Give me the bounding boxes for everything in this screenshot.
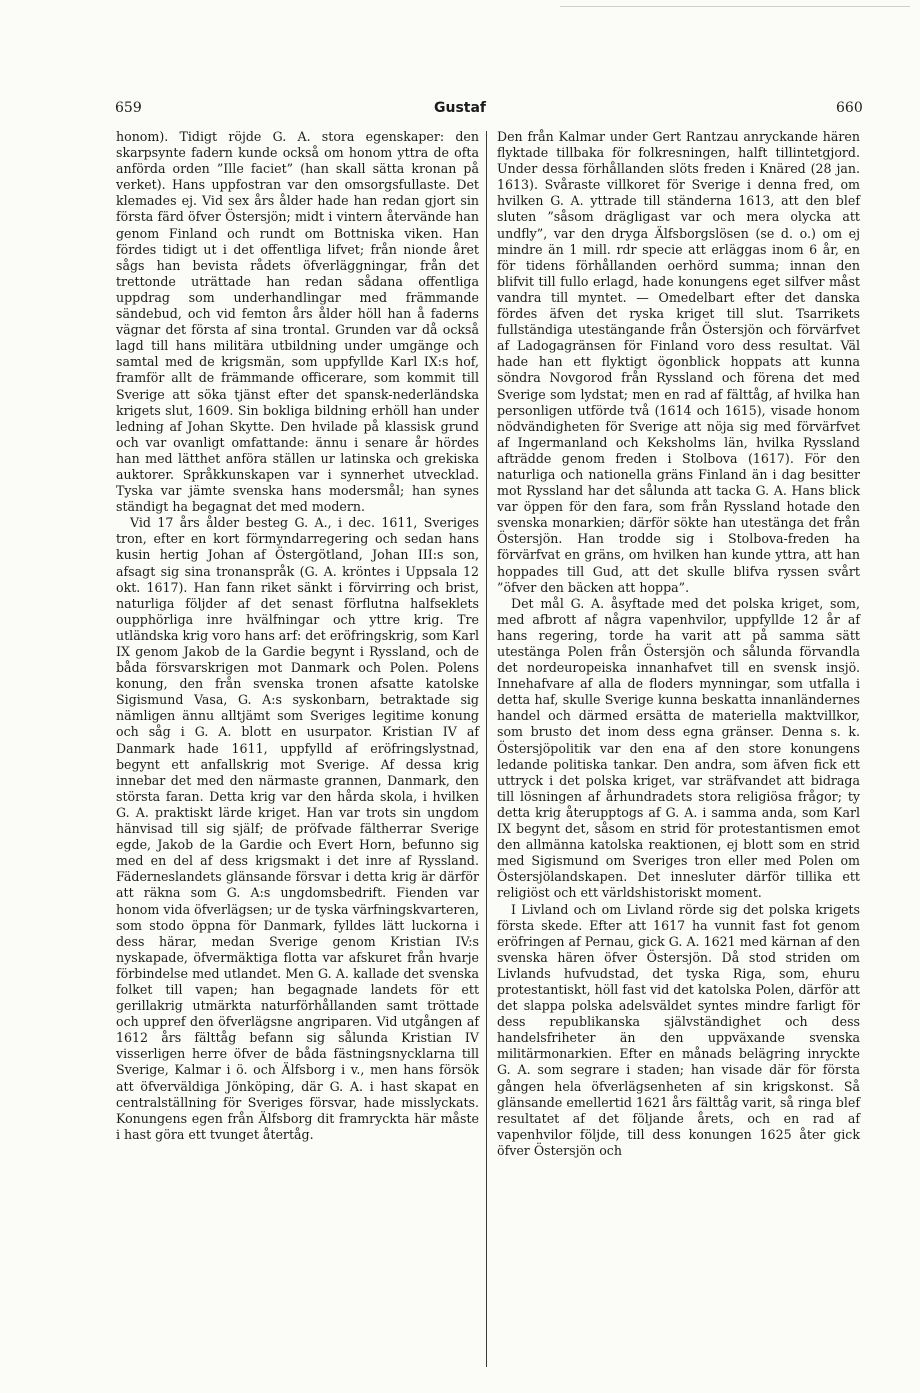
right-text-column bbox=[497, 129, 860, 1159]
column-divider bbox=[486, 131, 487, 1367]
page-header bbox=[0, 100, 920, 122]
scan-top-edge-line bbox=[560, 6, 910, 7]
page-number-left: 659 bbox=[115, 100, 142, 116]
paragraph: Den från Kalmar under Gert Rantzau anryckande hären flyktade tillbaka för folkresningen, halft tillintetgjord. Under dessa förhållanden slöts freden i Knäred (28 jan. 1613). Svåraste villkoret för Sverige i denna fred, om hvilken G. A. yttrade till ständerna 1613, att den blef sluten ”såsom drägligast var och mera olycka att undfly”, var den dryga Älfsborgslösen (se d. o.) om ej mindre än 1 mill. rdr specie att erläggas inom 6 år, en för tidens förhållanden oerhörd summa; innan den blifvit till fullo erlagd, hade konungens eget silfver måst vandra till myntet. — Omedelbart efter det danska fördes äfven det ryska kriget till slut. Tsarrikets fullständiga utestängande från Östersjön och förvärfvet af Ladogagränsen för Finland voro dess resultat. Väl hade han ett flyktigt ögonblick hoppats att kunna söndra Novgorod från Ryssland och förena det med Sverige som lydstat; men en rad af fälttåg, af hvilka han personligen utförde två (1614 och 1615), visade honom nödvändigheten för Sverige att nöja sig med förvärfvet af Ingermanland och Keksholms län, hvilka Ryssland afträdde genom freden i Stolbova (1617). För den naturliga och nationella gräns Finland än i dag besitter mot Ryssland har det sålunda att tacka G. A. Hans blick var öppen för den fara, som från Ryssland hotade den svenska monarkien; därför sökte han utestänga det från Östersjön. Han trodde sig i Stolbova-freden ha förvärfvat en gräns, om hvilken han kunde yttra, att han hoppades till Gud, att det skulle blifva ryssen svårt ”öfver den bäcken att hoppa”. bbox=[497, 129, 860, 595]
paragraph: I Livland och om Livland rörde sig det polska krigets första skede. Efter att 1617 ha vunnit fast fot genom eröfringen af Pernau, gick G. A. 1621 med kärnan af den svenska hären öfver Östersjön. Då stod striden om Livlands hufvudstad, det tyska Riga, som, ehuru protestantiskt, höll fast vid det katolska Polen, därför att det slappa polska adelsväldet syntes mindre farligt för dess republikanska självständighet och dess handelsfriheter än den uppväxande svenska militärmonarkien. Efter en månads belägring inryckte G. A. som segrare i staden; han visade där för första gången hela öfverlägsenheten af sin krigskonst. Så glänsande emellertid 1621 års fälttåg varit, så ringa blef resultatet af det följande årets, och en rad af vapenhvilor följde, till dess konungen 1625 åter gick öfver Östersjön och bbox=[497, 901, 860, 1158]
paragraph: Det mål G. A. åsyftade med det polska kriget, som, med afbrott af några vapenhvilor, uppfyllde 12 år af hans regering, torde ha varit att på samma sätt utestänga Polen från Östersjön och sålunda förvandla det nordeuropeiska innanhafvet till en svensk insjö. Innehafvare af alla de floders mynningar, som utfalla i detta haf, skulle Sverige kunna beskatta innanländernes handel och därmed ersätta de materiella maktvillkor, som brusto det inom dess egna gränser. Denna s. k. Östersjöpolitik var den ena af den store konungens ledande politiska tankar. Den andra, som äfven fick ett uttryck i det polska kriget, var sträfvandet att bidraga till lösningen af århundradets stora religiösa frågor; ty detta krig återupptogs af G. A. i samma anda, som Karl IX begynt det, såsom en strid för protestantismen emot den allmänna katolska reaktionen, ej blott som en strid med Sigismund om Sveriges tron eller med Polen om Östersjölandskapen. Det innesluter därför tillika ett religiöst och ett världshistoriskt moment. bbox=[497, 595, 860, 901]
page-number-right: 660 bbox=[836, 100, 863, 116]
running-head-title: Gustaf bbox=[433, 100, 487, 116]
left-text-column bbox=[116, 129, 479, 1143]
paragraph: Vid 17 års ålder besteg G. A., i dec. 1611, Sveriges tron, efter en kort förmyndarregering och sedan hans kusin hertig Johan af Östergötland, Johan III:s son, afsagt sig sina tronanspråk (G. A. kröntes i Uppsala 12 okt. 1617). Han fann riket sänkt i förvirring och brist, naturliga följder af det senast förflutna halfseklets oupphörliga inre hvälfningar och yttre krig. Tre utländska krig voro hans arf: det eröfringskrig, som Karl IX genom Jakob de la Gardie begynt i Ryssland, och de båda försvarskrigen mot Danmark och Polen. Polens konung, den från svenska tronen afsatte katolske Sigismund Vasa, G. A:s syskonbarn, betraktade sig nämligen ännu alltjämt som Sveriges legitime konung och såg i G. A. blott en usurpator. Kristian IV af Danmark hade 1611, uppfylld af eröfringslystnad, begynt ett anfallskrig mot Sverige. Af dessa krig innebar det med den närmaste grannen, Danmark, den största faran. Detta krig var den hårda skola, i hvilken G. A. praktiskt lärde kriget. Han var trots sin ungdom hänvisad till sig själf; de pröfvade fältherrar Sverige egde, Jakob de la Gardie och Evert Horn, befunno sig med en del af dess krigsmakt i det inre af Ryssland. Fäderneslandets glänsande försvar i detta krig är därför att räkna som G. A:s ungdomsbedrift. Fienden var honom vida öfverlägsen; ur de tyska värfningskvarteren, som stodo öppna för Danmark, fylldes lätt luckorna i dess härar, medan Sverige genom Kristian IV:s nyskapade, öfvermäktiga flotta var afskuret från hvarje förbindelse med utlandet. Men G. A. kallade det svenska folket till vapen; han begagnade landets för ett gerillakrig utmärkta naturförhållanden samt tröttade och uppref den öfverlägsne angriparen. Vid utgången af 1612 års fälttåg befann sig sålunda Kristian IV visserligen herre öfver de båda fästningsnycklarna till Sverige, Kalmar i ö. och Älfsborg i v., men hans försök att öfverväldiga Jönköping, där G. A. i hast skapat en centralställning för Sveriges försvar, hade misslyckats. Konungens egen från Älfsborg dit framryckta här måste i hast göra ett tvunget återtåg. bbox=[116, 515, 479, 1142]
paragraph: honom). Tidigt röjde G. A. stora egenskaper: den skarpsynte fadern kunde också om honom yttra de ofta anförda orden ”Ille faciet” (han skall sätta kronan på verket). Hans uppfostran var den omsorgsfullaste. Det klemades ej. Vid sex års ålder hade han redan gjort sin första färd öfver Östersjön; midt i vintern återvände han genom Finland och rundt om Bottniska viken. Han fördes tidigt ut i det offentliga lifvet; från nionde året sågs han bevista rådets öfverläggningar, från det trettonde uträttade han redan sådana offentliga uppdrag som underhandlingar med främmande sändebud, och vid femton års ålder höll han å faderns vägnar det första af sina trontal. Grunden var då också lagd till hans militära utbildning under umgänge och samtal med de krigsmän, som uppfyllde Karl IX:s hof, framför allt de främmande officerare, som kommit till Sverige att söka tjänst efter det spansk-nederländska krigets slut, 1609. Sin bokliga bildning erhöll han under ledning af Johan Skytte. Den hvilade på klassisk grund och var ovanligt omfattande: ännu i senare år hördes han med lätthet anföra ställen ur latinska och grekiska auktorer. Språkkunskapen var i synnerhet utvecklad. Tyska var jämte svenska hans modersmål; han synes ständigt ha begagnat det med modern. bbox=[116, 129, 479, 515]
